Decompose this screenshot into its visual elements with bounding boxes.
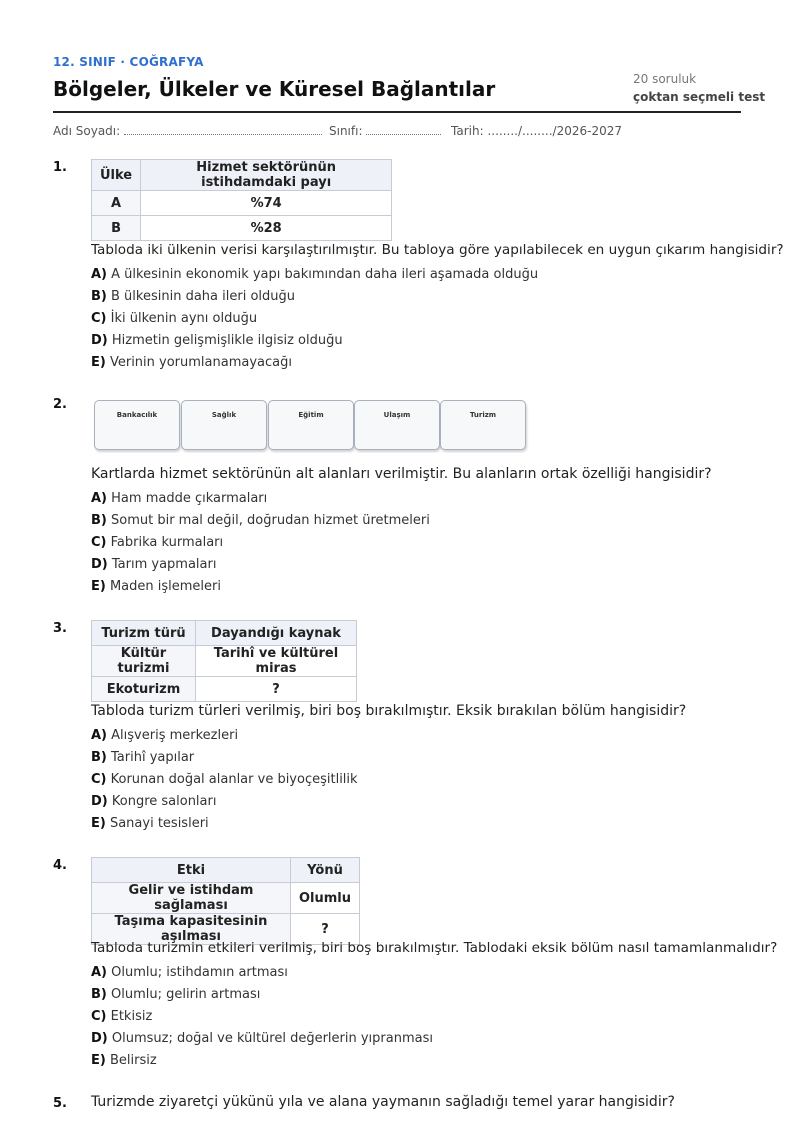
option-letter: B) [91, 987, 107, 1002]
option-a[interactable] [91, 725, 358, 747]
option-text: Hizmetin gelişmişlikle ilgisiz olduğu [111, 333, 343, 348]
table-cell: Kültür turizmi [92, 646, 196, 677]
table-cell: Ekoturizm [92, 677, 196, 702]
card-label: Ulaşım [383, 411, 411, 419]
table-header: Hizmet sektörünün istihdamdaki payı [141, 160, 392, 191]
option-letter: B) [91, 289, 107, 304]
question-5-text: Turizmde ziyaretçi yükünü yıla ve alana yaymanın sağladığı temel yarar hangisidir? [91, 1094, 675, 1110]
option-a[interactable] [91, 264, 538, 286]
header-divider [53, 111, 741, 113]
class-label: Sınıfı: [329, 124, 363, 138]
option-c[interactable] [91, 308, 538, 330]
option-text: Sanayi tesisleri [109, 816, 209, 831]
table-cell: ? [291, 914, 360, 945]
option-letter: E) [91, 579, 106, 594]
class-blank [366, 125, 441, 135]
option-e[interactable] [91, 1050, 433, 1072]
table-row [92, 191, 392, 216]
option-text: Etkisiz [110, 1009, 153, 1024]
table-cell: B [92, 216, 141, 241]
option-text: Tarım yapmaları [111, 557, 217, 572]
option-letter: A) [91, 267, 108, 282]
question-3-options [91, 725, 358, 835]
option-e[interactable] [91, 813, 358, 835]
table-cell: Gelir ve istihdam sağlaması [92, 883, 291, 914]
option-text: Olumlu; gelirin artması [111, 987, 261, 1002]
option-b[interactable] [91, 286, 538, 308]
option-letter: D) [91, 1031, 108, 1046]
option-letter: D) [91, 794, 108, 809]
table-cell: Tarihî ve kültürel miras [196, 646, 357, 677]
option-letter: B) [91, 513, 107, 528]
sector-card [440, 400, 526, 450]
option-text: Ham madde çıkarmaları [111, 491, 268, 506]
card-label: Eğitim [298, 411, 324, 419]
sector-card [268, 400, 354, 450]
question-2-cards [94, 400, 531, 453]
name-blank [124, 125, 322, 135]
sector-card [181, 400, 267, 450]
table-header: Dayandığı kaynak [196, 621, 357, 646]
question-3-text: Tabloda turizm türleri verilmiş, biri boş bırakılmıştır. Eksik bırakılan bölüm hangisidir? [91, 703, 687, 719]
option-c[interactable] [91, 769, 358, 791]
question-2-text: Kartlarda hizmet sektörünün alt alanları verilmiştir. Bu alanların ortak özelliği hangisidir? [91, 466, 712, 482]
date-label: Tarih: [451, 124, 484, 138]
question-4-number: 4. [53, 858, 67, 873]
table-row [92, 216, 392, 241]
option-d[interactable] [91, 554, 430, 576]
question-5-number: 5. [53, 1096, 67, 1111]
question-1-table [91, 159, 392, 241]
option-text: Fabrika kurmaları [110, 535, 224, 550]
question-2-options [91, 488, 430, 598]
table-header-row [92, 621, 357, 646]
option-b[interactable] [91, 747, 358, 769]
question-1-number: 1. [53, 160, 67, 175]
card-label: Turizm [469, 411, 497, 419]
option-text: Alışveriş merkezleri [111, 728, 239, 743]
question-1-text: Tabloda iki ülkenin verisi karşılaştırılmıştır. Bu tabloya göre yapılabilecek en uygun çıkarım hangisidir? [91, 242, 784, 258]
table-header: Ülke [92, 160, 141, 191]
table-cell: %28 [141, 216, 392, 241]
option-letter: E) [91, 1053, 106, 1068]
table-header: Yönü [291, 858, 360, 883]
option-text: Belirsiz [109, 1053, 157, 1068]
sector-card [354, 400, 440, 450]
table-header-row [92, 858, 360, 883]
question-4-table [91, 857, 360, 945]
option-text: Olumlu; istihdamın artması [111, 965, 288, 980]
card-label: Sağlık [211, 411, 237, 419]
option-e[interactable] [91, 352, 538, 374]
name-label: Adı Soyadı: [53, 124, 121, 138]
table-header: Turizm türü [92, 621, 196, 646]
option-text: A ülkesinin ekonomik yapı bakımından daha ileri aşamada olduğu [111, 267, 539, 282]
option-e[interactable] [91, 576, 430, 598]
test-type: çoktan seçmeli test [633, 90, 766, 104]
question-count: 20 soruluk [633, 72, 697, 86]
question-3-number: 3. [53, 621, 67, 636]
option-a[interactable] [91, 962, 433, 984]
option-b[interactable] [91, 510, 430, 532]
table-cell: A [92, 191, 141, 216]
option-text: B ülkesinin daha ileri olduğu [111, 289, 295, 304]
option-letter: E) [91, 355, 106, 370]
class-field [329, 124, 441, 138]
option-text: Kongre salonları [111, 794, 217, 809]
question-2-number: 2. [53, 397, 67, 412]
option-letter: D) [91, 557, 108, 572]
option-letter: C) [91, 772, 107, 787]
option-letter: D) [91, 333, 108, 348]
table-cell: Taşıma kapasitesinin aşılması [92, 914, 291, 945]
table-row [92, 883, 360, 914]
option-text: Korunan doğal alanlar ve biyoçeşitlilik [110, 772, 358, 787]
option-letter: A) [91, 728, 108, 743]
date-value: ......../......../2026-2027 [487, 124, 622, 138]
option-letter: B) [91, 750, 107, 765]
question-1-options [91, 264, 538, 374]
question-4-options [91, 962, 433, 1072]
question-4-text: Tabloda turizmin etkileri verilmiş, biri boş bırakılmıştır. Tablodaki eksik bölüm nasıl tamamlanmalıdır? [91, 940, 778, 956]
option-a[interactable] [91, 488, 430, 510]
page-title: Bölgeler, Ülkeler ve Küresel Bağlantılar [53, 77, 496, 101]
name-field [53, 124, 322, 138]
option-letter: E) [91, 816, 106, 831]
option-b[interactable] [91, 984, 433, 1006]
date-field [451, 124, 622, 138]
question-3-table [91, 620, 357, 702]
option-letter: C) [91, 1009, 107, 1024]
sector-card [94, 400, 180, 450]
option-c[interactable] [91, 1006, 433, 1028]
card-label: Bankacılık [116, 411, 158, 419]
option-text: Tarihî yapılar [111, 750, 195, 765]
option-c[interactable] [91, 532, 430, 554]
option-letter: A) [91, 491, 108, 506]
table-row [92, 646, 357, 677]
table-header-row [92, 160, 392, 191]
option-letter: C) [91, 311, 107, 326]
option-d[interactable] [91, 1028, 433, 1050]
grade-subject-label: 12. SINIF · COĞRAFYA [53, 55, 204, 69]
option-text: İki ülkenin aynı olduğu [110, 311, 258, 326]
table-cell: ? [196, 677, 357, 702]
option-d[interactable] [91, 330, 538, 352]
option-text: Verinin yorumlanamayacağı [109, 355, 292, 370]
option-text: Maden işlemeleri [109, 579, 221, 594]
option-d[interactable] [91, 791, 358, 813]
table-row [92, 677, 357, 702]
option-text: Olumsuz; doğal ve kültürel değerlerin yıpranması [111, 1031, 433, 1046]
option-letter: A) [91, 965, 108, 980]
option-letter: C) [91, 535, 107, 550]
table-header: Etki [92, 858, 291, 883]
table-cell: %74 [141, 191, 392, 216]
table-cell: Olumlu [291, 883, 360, 914]
option-text: Somut bir mal değil, doğrudan hizmet üretmeleri [111, 513, 430, 528]
